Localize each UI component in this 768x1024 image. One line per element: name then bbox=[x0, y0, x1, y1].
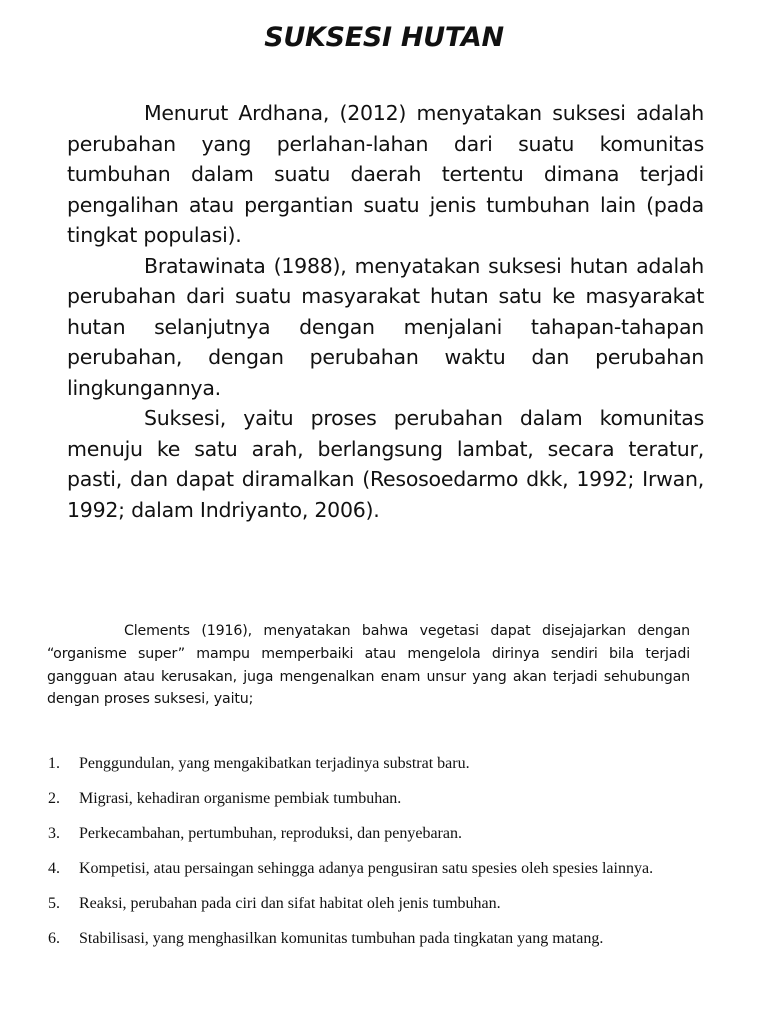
succession-elements-list bbox=[48, 746, 668, 956]
list-item-text: Stabilisasi, yang menghasilkan komunitas tumbuhan pada tingkatan yang matang. bbox=[79, 930, 604, 947]
list-item-text: Penggundulan, yang mengakibatkan terjadinya substrat baru. bbox=[79, 755, 470, 772]
list-item bbox=[48, 886, 668, 921]
list-item bbox=[48, 921, 668, 956]
list-item-text: Reaksi, perubahan pada ciri dan sifat habitat oleh jenis tumbuhan. bbox=[79, 895, 501, 912]
list-item-number: 1. bbox=[48, 755, 60, 772]
paragraph-ardhana: Menurut Ardhana, (2012) menyatakan suksesi adalah perubahan yang perlahan-lahan dari suatu komunitas tumbuhan dalam suatu daerah tertentu dimana terjadi pengalihan atau pergantian suatu jenis tumbuhan lain (pada tingkat populasi). bbox=[67, 101, 704, 247]
list-item-text: Perkecambahan, pertumbuhan, reproduksi, dan penyebaran. bbox=[79, 825, 462, 842]
clements-section bbox=[47, 620, 690, 711]
paragraph-suksesi: Suksesi, yaitu proses perubahan dalam komunitas menuju ke satu arah, berlangsung lambat, secara teratur, pasti, dan dapat diramalkan (Resosoedarmo dkk, 1992; Irwan, 1992; dalam Indriyanto, 2006). bbox=[67, 406, 704, 522]
list-item-number: 5. bbox=[48, 895, 60, 912]
list-item-number: 6. bbox=[48, 930, 60, 947]
list-item-text: Kompetisi, atau persaingan sehingga adanya pengusiran satu spesies oleh spesies lainnya. bbox=[79, 860, 654, 877]
page-title: SUKSESI HUTAN bbox=[264, 22, 504, 53]
list-item bbox=[48, 781, 668, 816]
paragraph-clements: Clements (1916), menyatakan bahwa vegetasi dapat disejajarkan dengan “organisme super” mampu memperbaiki atau mengelola dirinya sendiri bila terjadi gangguan atau kerusakan, juga mengenalkan enam unsur yang akan terjadi sehubungan dengan proses suksesi, yaitu; bbox=[47, 623, 690, 708]
list-item-number: 4. bbox=[48, 860, 60, 877]
list-item bbox=[48, 816, 668, 851]
list-item-text: Migrasi, kehadiran organisme pembiak tumbuhan. bbox=[79, 790, 402, 807]
list-item bbox=[48, 746, 668, 781]
list-item bbox=[48, 851, 668, 886]
list-item-number: 2. bbox=[48, 790, 60, 807]
list-item-number: 3. bbox=[48, 825, 60, 842]
intro-section bbox=[67, 98, 704, 525]
paragraph-bratawinata: Bratawinata (1988), menyatakan suksesi hutan adalah perubahan dari suatu masyarakat hutan satu ke masyarakat hutan selanjutnya dengan menjalani tahapan-tahapan perubahan, dengan perubahan waktu dan perubahan lingkungannya. bbox=[67, 253, 704, 400]
